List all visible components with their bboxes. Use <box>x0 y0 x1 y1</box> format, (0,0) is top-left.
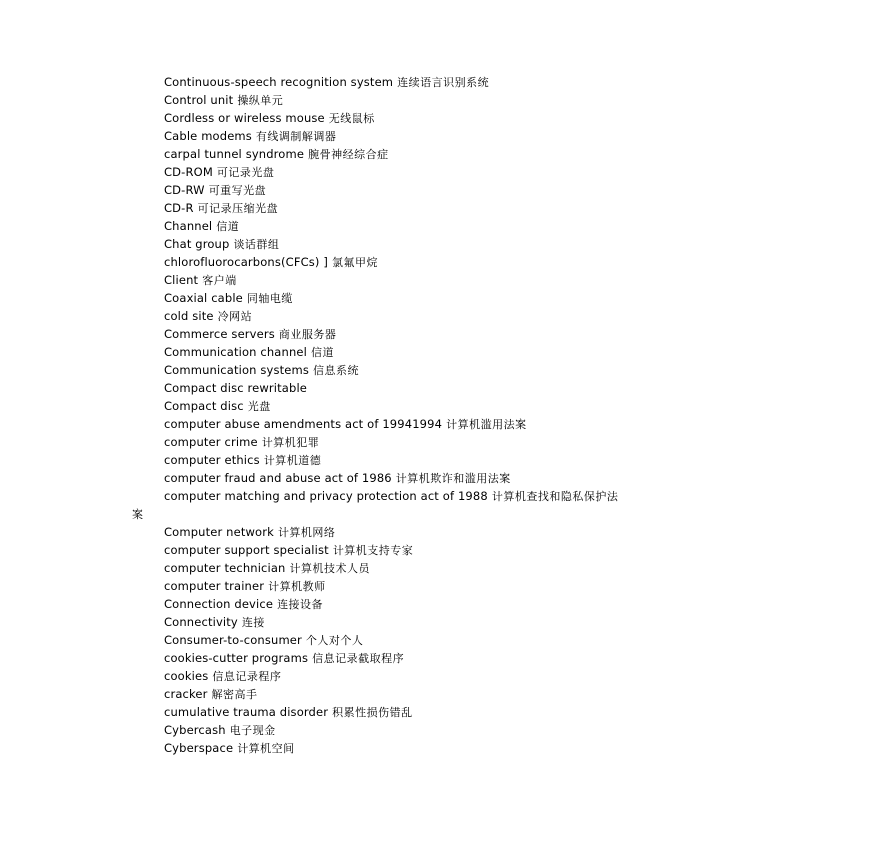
glossary-entry <box>164 307 764 325</box>
glossary-entry <box>164 721 764 739</box>
glossary-list <box>132 73 764 757</box>
glossary-entry <box>164 271 764 289</box>
entry-term: Control unit <box>164 93 234 107</box>
glossary-entry <box>164 289 764 307</box>
entry-term: computer support specialist <box>164 543 329 557</box>
entry-term: Commerce servers <box>164 327 275 341</box>
entry-term: computer abuse amendments act of 19941994 <box>164 417 443 431</box>
entry-term: Compact disc <box>164 399 244 413</box>
glossary-entry <box>164 91 764 109</box>
entry-translation: 商业服务器 <box>278 328 337 341</box>
entry-term: Communication systems <box>164 363 310 377</box>
entry-translation: 计算机犯罪 <box>261 436 320 449</box>
glossary-entry <box>164 649 764 667</box>
entry-term: Continuous-speech recognition system <box>164 75 394 89</box>
entry-translation: 同轴电缆 <box>246 292 293 305</box>
entry-term: cookies <box>164 669 209 683</box>
entry-translation: 计算机空间 <box>237 742 295 755</box>
glossary-entry <box>164 109 764 127</box>
entry-term: Channel <box>164 219 213 233</box>
entry-term: Cable modems <box>164 129 252 143</box>
glossary-entry <box>164 523 764 541</box>
entry-term: Communication channel <box>164 345 307 359</box>
entry-translation: 积累性损伤错乱 <box>332 706 413 719</box>
entry-translation: 谈话群组 <box>233 238 280 251</box>
entry-translation: 信息记录截取程序 <box>312 652 405 665</box>
glossary-entry <box>164 181 764 199</box>
glossary-entry <box>164 487 764 505</box>
glossary-entry <box>164 595 764 613</box>
entry-term: Consumer-to-consumer <box>164 633 302 647</box>
entry-term: computer fraud and abuse act of 1986 <box>164 471 392 485</box>
entry-translation: 无线鼠标 <box>328 112 375 125</box>
entry-translation: 计算机技术人员 <box>289 562 370 575</box>
entry-translation: 连续语言识别系统 <box>397 76 490 89</box>
entry-translation: 可重写光盘 <box>208 184 267 197</box>
entry-term: computer technician <box>164 561 286 575</box>
entry-term: Chat group <box>164 237 230 251</box>
entry-term: Cyberspace <box>164 741 234 755</box>
entry-translation: 可记录压缩光盘 <box>197 202 279 215</box>
glossary-entry <box>164 469 764 487</box>
entry-translation: 信息系统 <box>313 364 360 377</box>
entry-translation: 计算机查找和隐私保护法 <box>491 490 619 503</box>
entry-translation: 客户端 <box>202 274 237 287</box>
entry-term: CD-RW <box>164 183 205 197</box>
entry-term: Client <box>164 273 199 287</box>
glossary-entry <box>164 559 764 577</box>
entry-term: Coaxial cable <box>164 291 243 305</box>
entry-translation: 信道 <box>310 346 334 359</box>
entry-term: Cybercash <box>164 723 226 737</box>
entry-translation: 个人对个人 <box>305 634 364 647</box>
glossary-entry <box>164 577 764 595</box>
entry-term: Compact disc rewritable <box>164 381 308 395</box>
glossary-entry <box>164 613 764 631</box>
entry-term: chlorofluorocarbons(CFCs) ] <box>164 255 328 269</box>
entry-translation: 有线调制解调器 <box>255 130 337 143</box>
entry-translation: 连接设备 <box>277 598 324 611</box>
entry-term: CD-ROM <box>164 165 213 179</box>
entry-translation: 计算机支持专家 <box>332 544 414 557</box>
entry-translation: 计算机网络 <box>277 526 336 539</box>
glossary-entry <box>164 253 764 271</box>
glossary-entry <box>164 199 764 217</box>
glossary-entry <box>164 451 764 469</box>
entry-term: Cordless or wireless mouse <box>164 111 325 125</box>
entry-translation: 计算机欺诈和滥用法案 <box>395 472 511 485</box>
entry-translation: 信道 <box>216 220 240 233</box>
entry-translation: 操纵单元 <box>237 94 284 107</box>
entry-translation: 计算机教师 <box>268 580 326 593</box>
glossary-entry <box>164 379 764 397</box>
glossary-entry <box>164 397 764 415</box>
entry-translation: 解密高手 <box>211 688 258 701</box>
entry-term: computer trainer <box>164 579 265 593</box>
glossary-entry <box>164 739 764 757</box>
entry-term: Connection device <box>164 597 274 611</box>
entry-continuation-text: 案 <box>132 508 144 521</box>
entry-translation: 可记录光盘 <box>216 166 275 179</box>
entry-translation: 腕骨神经综合症 <box>308 148 389 161</box>
glossary-entry <box>164 217 764 235</box>
glossary-entry <box>164 685 764 703</box>
entry-term: cumulative trauma disorder <box>164 705 329 719</box>
entry-translation: 计算机滥用法案 <box>446 418 527 431</box>
entry-translation: 光盘 <box>247 400 271 413</box>
glossary-entry <box>164 703 764 721</box>
entry-term: computer matching and privacy protection act of 1988 <box>164 489 488 503</box>
glossary-entry <box>164 73 764 91</box>
entry-translation: 连接 <box>241 616 265 629</box>
entry-term: CD-R <box>164 201 194 215</box>
glossary-entry <box>164 361 764 379</box>
glossary-entry <box>164 235 764 253</box>
entry-translation: 氯氟甲烷 <box>331 256 378 269</box>
glossary-entry <box>164 145 764 163</box>
glossary-entry <box>164 343 764 361</box>
entry-term: Computer network <box>164 525 274 539</box>
glossary-entry <box>164 127 764 145</box>
entry-term: computer ethics <box>164 453 260 467</box>
glossary-entry-continuation <box>132 505 764 523</box>
entry-term: cold site <box>164 309 214 323</box>
entry-translation: 电子现金 <box>229 724 276 737</box>
entry-translation: 计算机道德 <box>263 454 322 467</box>
entry-term: carpal tunnel syndrome <box>164 147 305 161</box>
entry-translation: 信息记录程序 <box>212 670 282 683</box>
glossary-entry <box>164 541 764 559</box>
glossary-entry <box>164 415 764 433</box>
glossary-entry <box>164 631 764 649</box>
entry-translation: 冷网站 <box>217 310 253 323</box>
entry-term: computer crime <box>164 435 258 449</box>
entry-term: cookies-cutter programs <box>164 651 309 665</box>
glossary-entry <box>164 325 764 343</box>
glossary-entry <box>164 433 764 451</box>
entry-term: Connectivity <box>164 615 238 629</box>
entry-term: cracker <box>164 687 208 701</box>
glossary-entry <box>164 163 764 181</box>
glossary-entry <box>164 667 764 685</box>
